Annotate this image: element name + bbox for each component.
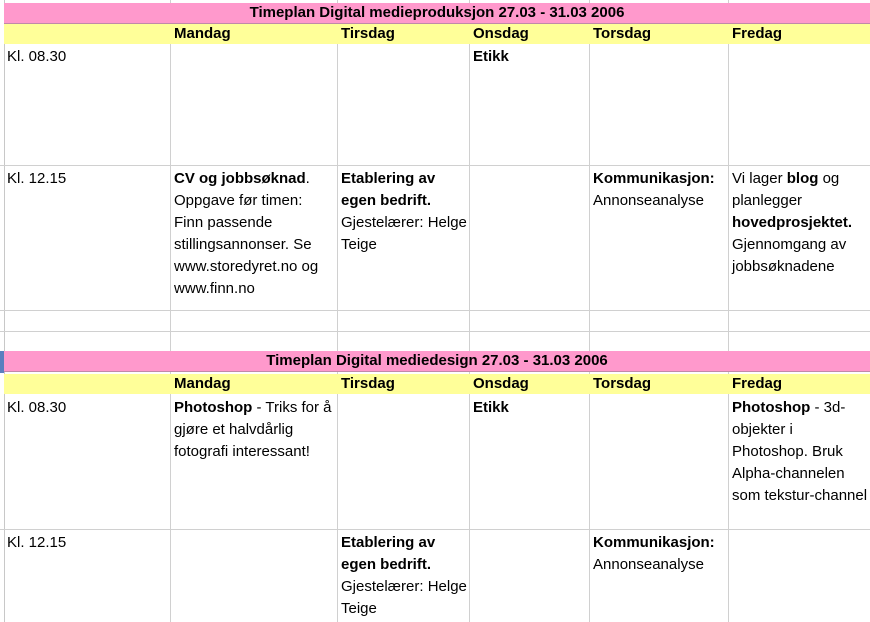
cell-tirsdag-1215[interactable] bbox=[338, 530, 469, 620]
schedule-title-mediedesign[interactable]: Timeplan Digital mediedesign 27.03 - 31.03 2006 bbox=[4, 351, 870, 372]
subject-label: Etablering av egen bedrift. bbox=[341, 170, 436, 209]
cell-onsdag-0830[interactable] bbox=[470, 44, 589, 68]
punctuation: . bbox=[305, 170, 310, 187]
header-tirsdag[interactable]: Tirsdag bbox=[341, 25, 395, 42]
cell-mandag-1215[interactable] bbox=[171, 166, 337, 300]
description-text: Annonseanalyse bbox=[593, 556, 704, 573]
cell-torsdag-1215[interactable] bbox=[590, 166, 728, 212]
cell-fredag-1215[interactable] bbox=[729, 166, 870, 278]
header-mandag[interactable]: Mandag bbox=[174, 25, 231, 42]
cell-fredag-0830[interactable] bbox=[729, 395, 870, 507]
header-onsdag[interactable]: Onsdag bbox=[473, 25, 529, 42]
cell-torsdag-1215[interactable] bbox=[590, 530, 728, 576]
subject-label: Photoshop bbox=[732, 399, 811, 416]
time-cell[interactable]: Kl. 08.30 bbox=[7, 399, 67, 416]
description-text: og planlegger bbox=[732, 170, 840, 209]
subject-label: Photoshop bbox=[174, 399, 253, 416]
subject-label: Etikk bbox=[473, 399, 509, 416]
weekday-header-row bbox=[4, 24, 870, 44]
time-cell[interactable]: Kl. 08.30 bbox=[7, 48, 67, 65]
cell-mandag-0830[interactable] bbox=[171, 395, 337, 463]
row-separator bbox=[0, 310, 870, 311]
time-cell[interactable]: Kl. 12.15 bbox=[7, 534, 67, 551]
subject-label: Etablering av egen bedrift. bbox=[341, 534, 436, 573]
header-torsdag[interactable]: Torsdag bbox=[593, 375, 652, 392]
subject-label: Kommunikasjon: bbox=[593, 170, 715, 187]
header-onsdag[interactable]: Onsdag bbox=[473, 375, 529, 392]
description-text: Oppgave før timen: Finn passende stillingsannonser. Se www.storedyret.no og www.finn.no bbox=[174, 192, 319, 297]
header-fredag[interactable]: Fredag bbox=[732, 375, 783, 392]
description-text: Gjestelærer: Helge Teige bbox=[341, 578, 467, 617]
description-text: Vi lager bbox=[732, 170, 787, 187]
weekday-header-row bbox=[4, 374, 870, 394]
description-text: - Triks for å gjøre et halvdårlig fotografi interessant! bbox=[174, 399, 332, 460]
cell-tirsdag-1215[interactable] bbox=[338, 166, 469, 256]
header-tirsdag[interactable]: Tirsdag bbox=[341, 375, 395, 392]
subject-label: Kommunikasjon: bbox=[593, 534, 715, 551]
header-mandag[interactable]: Mandag bbox=[174, 375, 231, 392]
description-text: Gjestelærer: Helge Teige bbox=[341, 214, 467, 253]
header-fredag[interactable]: Fredag bbox=[732, 25, 783, 42]
time-cell[interactable]: Kl. 12.15 bbox=[7, 170, 67, 187]
schedule-title-medieproduksjon[interactable]: Timeplan Digital medieproduksjon 27.03 - 31.03 2006 bbox=[4, 3, 870, 24]
cell-onsdag-0830[interactable] bbox=[470, 395, 589, 419]
subject-label: Etikk bbox=[473, 48, 509, 65]
description-text: - 3d-objekter i Photoshop. Bruk Alpha-channelen som tekstur-channel bbox=[732, 399, 868, 504]
description-text: Gjennomgang av jobbsøknadene bbox=[732, 236, 847, 275]
subject-label: CV og jobbsøknad bbox=[174, 170, 306, 187]
row-separator bbox=[0, 331, 870, 332]
header-torsdag[interactable]: Torsdag bbox=[593, 25, 652, 42]
subject-label: blog bbox=[786, 170, 819, 187]
description-text: Annonseanalyse bbox=[593, 192, 704, 209]
subject-label: hovedprosjektet. bbox=[732, 214, 853, 231]
